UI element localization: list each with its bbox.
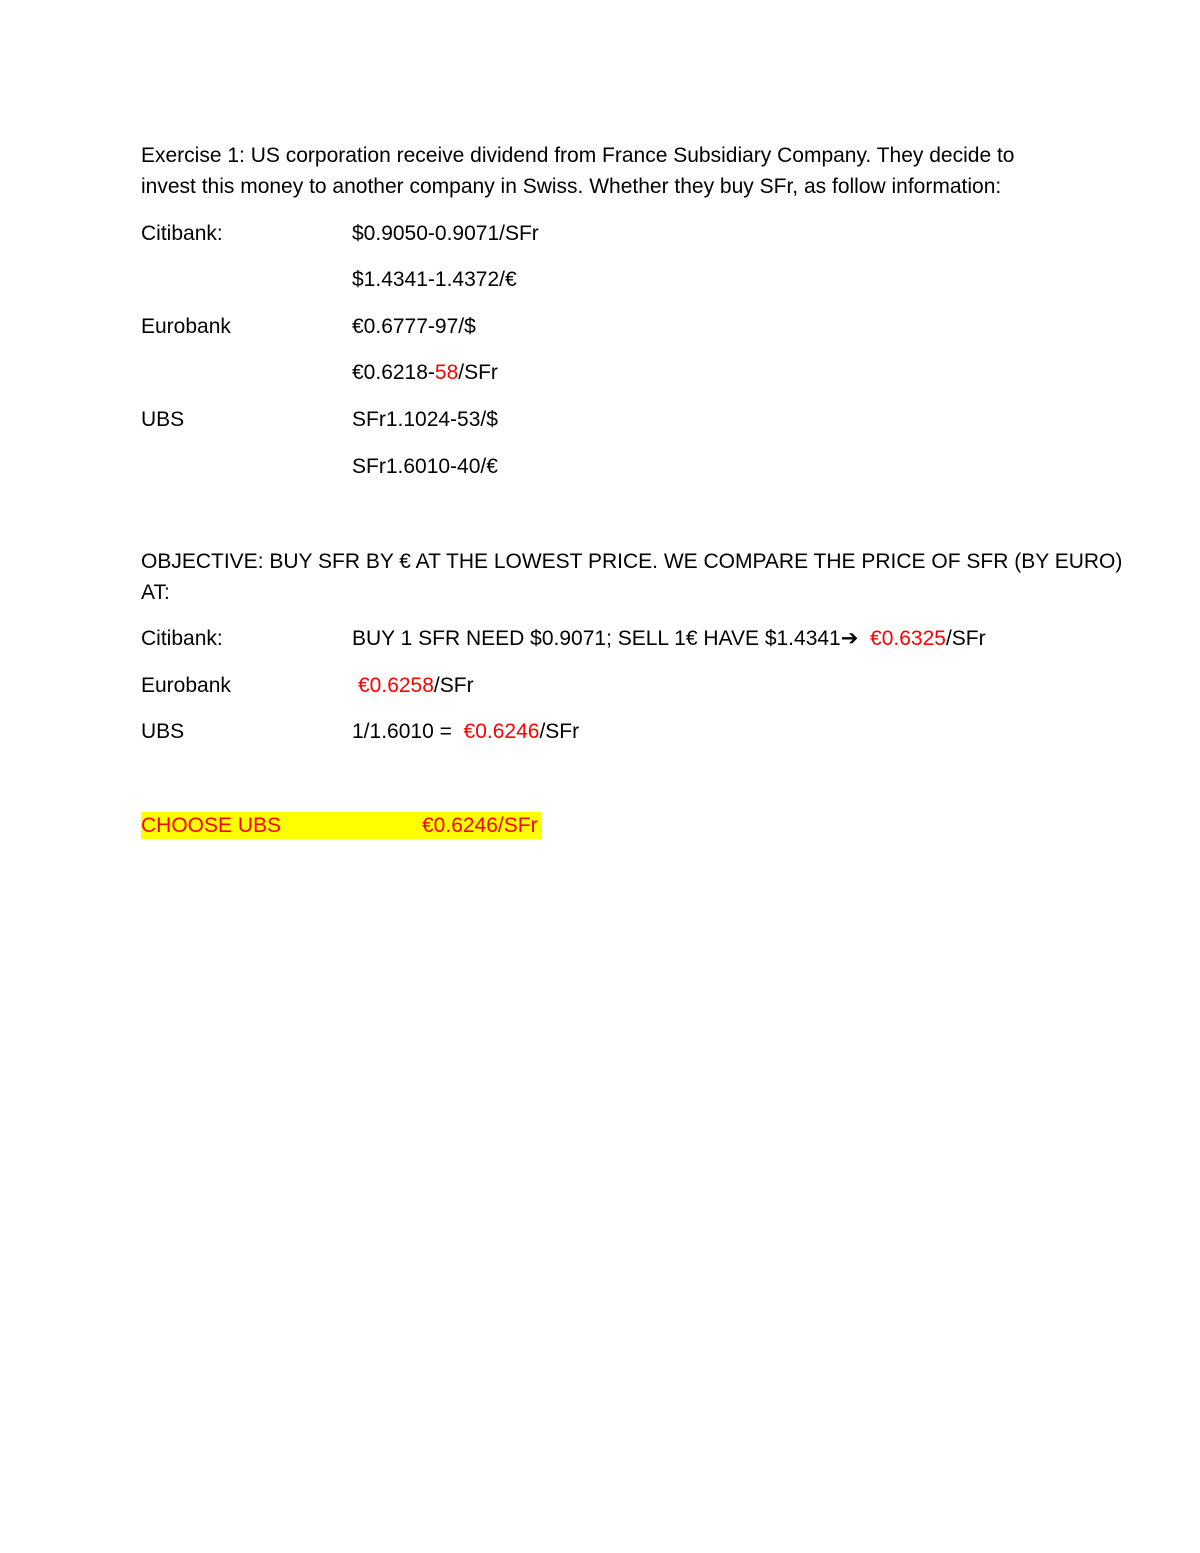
eurobank-rate-dollar: €0.6777-97/$ — [352, 315, 476, 338]
intro-line-1: Exercise 1: US corporation receive dividend from France Subsidiary Company. They decide to — [141, 144, 1015, 167]
conclusion-label: CHOOSE UBS — [141, 814, 282, 837]
ubs-rate-euro: SFr1.6010-40/€ — [352, 455, 498, 478]
citibank-label: Citibank: — [141, 222, 223, 245]
compare-ubs-price: €0.6246 — [463, 720, 540, 743]
conclusion-value: €0.6246/SFr — [422, 814, 538, 837]
eurobank-rate-sfr-highlight: 58 — [434, 361, 459, 384]
compare-eurobank-price: €0.6258 — [358, 674, 434, 697]
eurobank-rate-sfr — [352, 360, 498, 386]
compare-eurobank-label: Eurobank — [141, 674, 231, 697]
arrow-right-icon: ➔ — [840, 627, 859, 650]
compare-eurobank-unit: /SFr — [433, 674, 474, 697]
eurobank-rate-sfr-prefix: €0.6218- — [352, 361, 435, 384]
eurobank-label: Eurobank — [141, 315, 231, 338]
compare-ubs-label: UBS — [141, 720, 185, 743]
intro-line-2: invest this money to another company in Swiss. Whether they buy SFr, as follow information: — [141, 175, 1002, 198]
compare-ubs-text: 1/1.6010 = — [352, 720, 458, 743]
objective-line-2: AT: — [141, 581, 170, 604]
compare-citibank-unit: /SFr — [945, 627, 986, 650]
eurobank-rate-sfr-suffix: /SFr — [458, 361, 498, 384]
ubs-label: UBS — [141, 408, 185, 431]
objective-line-1: OBJECTIVE: BUY SFR BY € AT THE LOWEST PRICE. WE COMPARE THE PRICE OF SFR (BY EURO) — [141, 550, 1123, 573]
citibank-rate-sfr: $0.9050-0.9071/SFr — [352, 222, 539, 245]
compare-citibank-price: €0.6325 — [870, 627, 946, 650]
compare-ubs-value — [352, 719, 579, 745]
compare-citibank-text: BUY 1 SFR NEED $0.9071; SELL 1€ HAVE $1.4341 — [352, 627, 841, 650]
ubs-rate-dollar: SFr1.1024-53/$ — [352, 408, 498, 431]
compare-ubs-unit: /SFr — [539, 720, 580, 743]
compare-citibank-label: Citibank: — [141, 627, 223, 650]
compare-citibank-value — [352, 626, 986, 652]
compare-eurobank-value — [358, 673, 474, 699]
citibank-rate-euro: $1.4341-1.4372/€ — [352, 268, 517, 291]
